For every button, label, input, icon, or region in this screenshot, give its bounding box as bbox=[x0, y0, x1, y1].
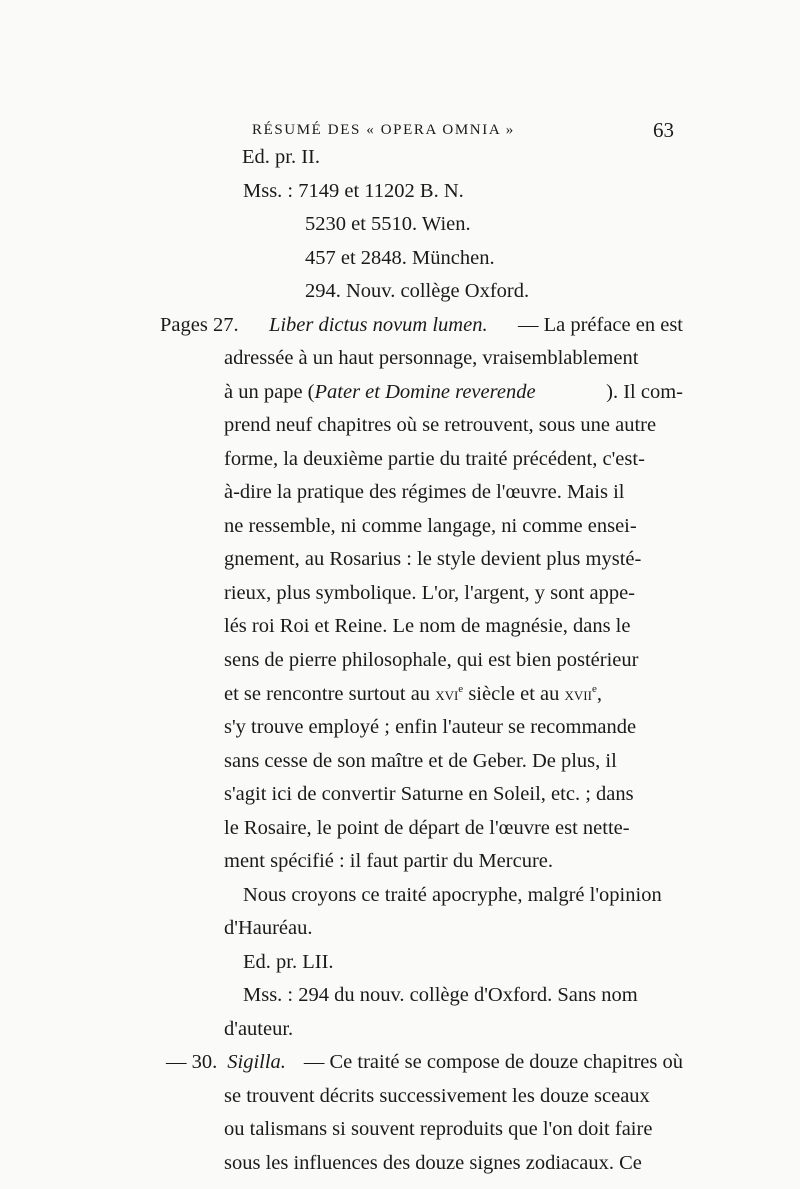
text-line-24: d'Hauréau. bbox=[224, 917, 313, 939]
text-line-23: Nous croyons ce traité apocryphe, malgré l'opinion bbox=[243, 884, 662, 906]
text-line-26: Mss. : 294 du nouv. collège d'Oxford. Sans nom bbox=[243, 984, 638, 1006]
text-line-10: forme, la deuxième partie du traité précédent, c'est- bbox=[224, 448, 645, 470]
text-line-8: à un pape ( Pater et Domine reverende ). Il com- bbox=[224, 381, 683, 403]
quoted-incipit: Pater et Domine reverende bbox=[314, 381, 536, 403]
work-title-sigilla: Sigilla. bbox=[227, 1051, 286, 1073]
text-line-14: rieux, plus symbolique. L'or, l'argent, y sont appe- bbox=[224, 582, 635, 604]
text-line-15: lés roi Roi et Reine. Le nom de magnésie, dans le bbox=[224, 615, 631, 637]
page-number: 63 bbox=[653, 118, 674, 142]
entry-number-30: — 30. bbox=[166, 1051, 218, 1073]
running-title: RÉSUMÉ DES « OPERA OMNIA » bbox=[252, 122, 515, 138]
text-line-20: s'agit ici de convertir Saturne en Soleil, etc. ; dans bbox=[224, 783, 634, 805]
text-line-28: — 30. Sigilla. — Ce traité se compose de douze chapitres où bbox=[166, 1051, 683, 1073]
text-line-16: sens de pierre philosophale, qui est bien postérieur bbox=[224, 649, 639, 671]
text-line-3: 5230 et 5510. Wien. bbox=[305, 213, 471, 235]
text-line-12: ne ressemble, ni comme langage, ni comme ensei- bbox=[224, 515, 637, 537]
text-line-18: s'y trouve employé ; enfin l'auteur se recommande bbox=[224, 716, 637, 738]
text-line-29: se trouvent décrits successivement les douze sceaux bbox=[224, 1085, 650, 1107]
text-line-2: Mss. : 7149 et 11202 B. N. bbox=[243, 180, 464, 202]
text-line-6 bbox=[160, 312, 683, 338]
text-line-22: ment spécifié : il faut partir du Mercure. bbox=[224, 850, 554, 872]
text-line-13: gnement, au Rosarius : le style devient plus mysté- bbox=[224, 548, 642, 570]
text-line-19: sans cesse de son maître et de Geber. De plus, il bbox=[224, 750, 617, 772]
text-line-1: Ed. pr. II. bbox=[242, 146, 320, 168]
text-line-6-rest: — La préface en est bbox=[517, 314, 683, 336]
text-line-30: ou talismans si souvent reproduits que l'on doit faire bbox=[224, 1118, 653, 1140]
text-line-27: d'auteur. bbox=[224, 1018, 294, 1040]
text-line-25: Ed. pr. LII. bbox=[243, 951, 334, 973]
text-line-31: sous les influences des douze signes zodiacaux. Ce bbox=[224, 1152, 642, 1174]
text-line-21: le Rosaire, le point de départ de l'œuvre est nette- bbox=[224, 817, 630, 839]
text-line-11: à-dire la pratique des régimes de l'œuvre. Mais il bbox=[224, 481, 625, 503]
text-line-7: adressée à un haut personnage, vraisemblablement bbox=[224, 347, 639, 369]
work-title-novum-lumen: Liber dictus novum lumen. bbox=[268, 314, 488, 336]
text-line-17: et se rencontre surtout au xvi$^e$ siècle et au xvii$^e$, bbox=[224, 683, 602, 705]
text-line-4: 457 et 2848. München. bbox=[305, 247, 495, 269]
text-line-9: prend neuf chapitres où se retrouvent, sous une autre bbox=[224, 414, 657, 436]
entry-number-27: Pages 27. bbox=[160, 314, 239, 336]
text-line-5: 294. Nouv. collège Oxford. bbox=[305, 280, 530, 302]
